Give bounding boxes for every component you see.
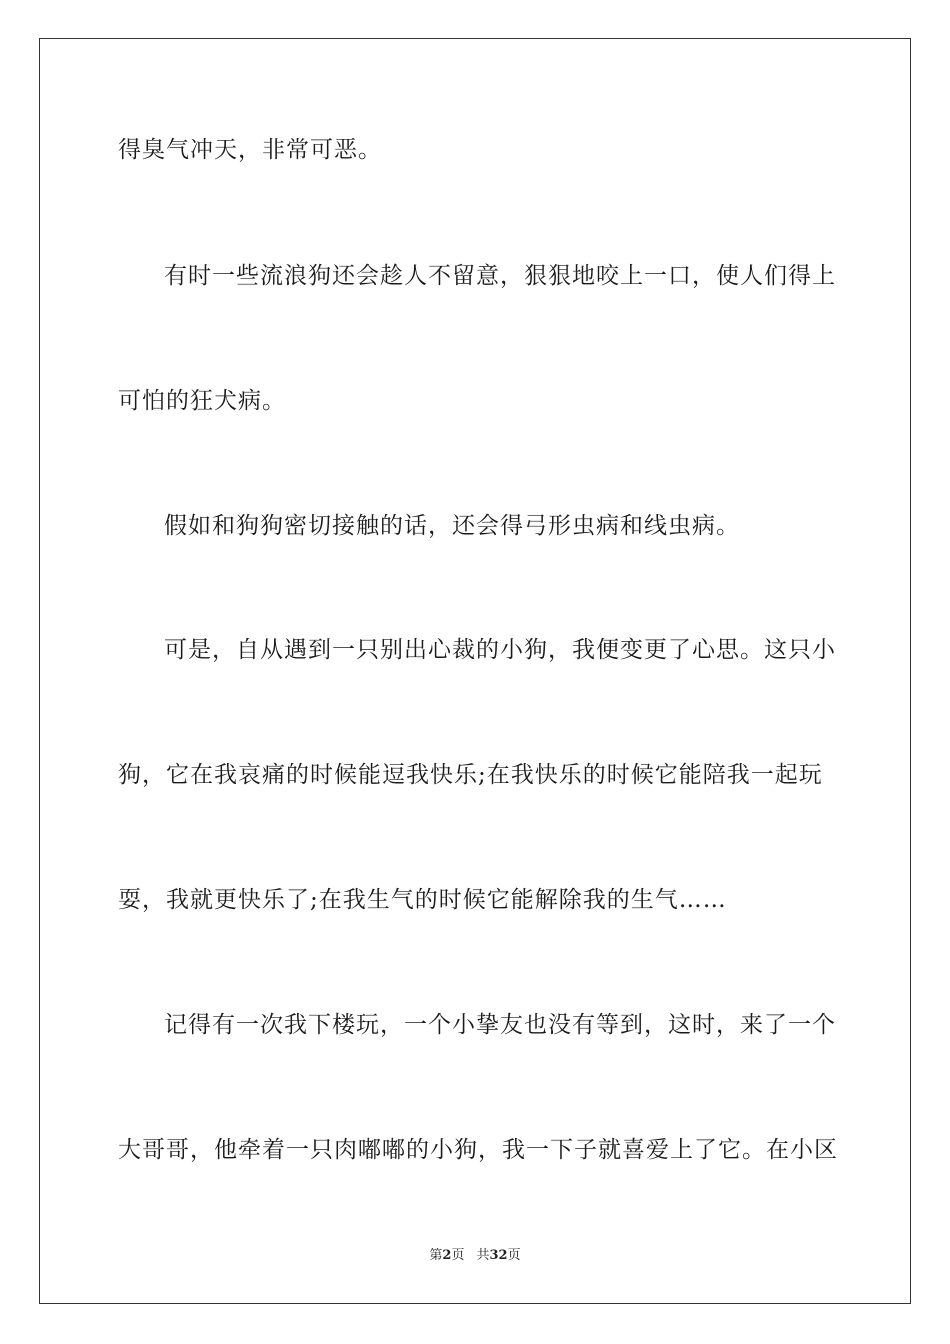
body-line-7: 耍，我就更快乐了;在我生气的时候它能解除我的生气……	[118, 887, 727, 913]
total-prefix: 共	[476, 1248, 490, 1263]
page-footer	[0, 1246, 950, 1266]
page-suffix: 页	[451, 1248, 465, 1263]
page-number: 2	[442, 1248, 452, 1263]
body-line-6: 狗，它在我哀痛的时候能逗我快乐;在我快乐的时候它能陪我一起玩	[118, 762, 823, 788]
body-line-9: 大哥哥，他牵着一只肉嘟嘟的小狗，我一下子就喜爱上了它。在小区	[118, 1137, 838, 1163]
body-line-4: 假如和狗狗密切接触的话，还会得弓形虫病和线虫病。	[164, 513, 740, 539]
page-prefix: 第	[429, 1248, 443, 1263]
total-suffix: 页	[507, 1248, 521, 1263]
page-border	[39, 38, 911, 1304]
body-line-8: 记得有一次我下楼玩，一个小挚友也没有等到，这时，来了一个	[164, 1012, 836, 1038]
body-line-5: 可是，自从遇到一只别出心裁的小狗，我便变更了心思。这只小	[164, 637, 836, 663]
total-pages: 32	[489, 1248, 508, 1263]
body-line-3: 可怕的狂犬病。	[118, 388, 286, 414]
body-line-1: 得臭气冲天，非常可恶。	[118, 137, 382, 163]
body-line-2: 有时一些流浪狗还会趁人不留意，狠狠地咬上一口，使人们得上	[164, 263, 836, 289]
